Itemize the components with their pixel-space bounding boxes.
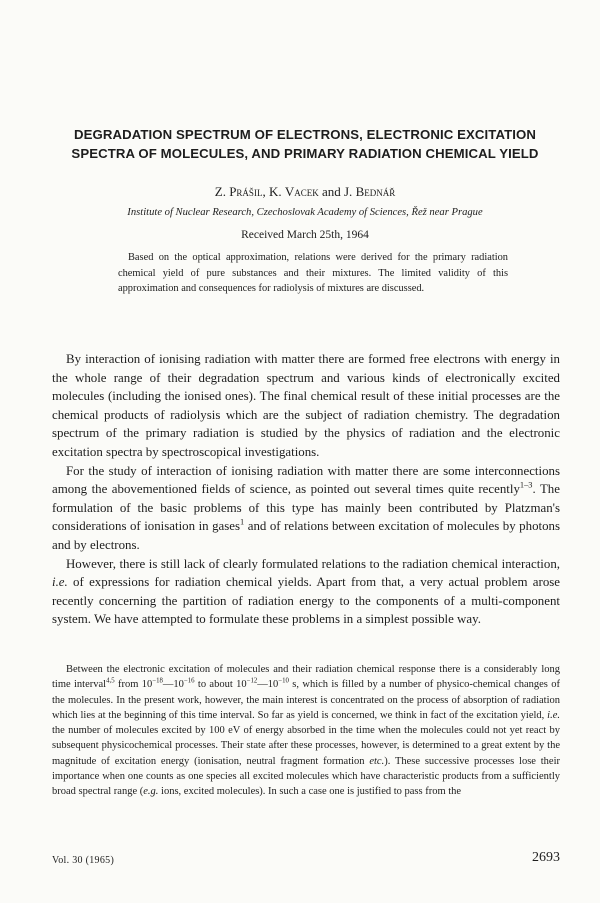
paragraph-4: Between the electronic excitation of molecules and their radiation chemical response there is a considerably long time interval$^{4,5}$ from $10^{-18}—10^{-16}$ to about $10^{-12}—10^{-10}$ s, which is filled by a number of physico-chemical changes of the molecules. In the present work, however, the main interest is concentrated on the process of absorption of radiation which lies at the beginning of this time interval. So far as yield is concerned, we think in fact of the excitation yield, i.e. the number of molecules excited by 100 eV of energy absorbed in the time when the molecules could not yet react by subsequent physicochemical processes. Their state after these processes, however, is determined to a great extent by the magnitude of excitation energy (ionisation, neutral fragment formation etc.). These successive processes lose their importance when one counts as one species all excited molecules which have characteristic products from a sufficiently broad spectral range (e.g. ions, excited molecules). In such a case one is justified to pass from the [52, 664, 560, 798]
article-title [40, 125, 570, 163]
author-and: and [321, 184, 341, 199]
title-line-2: SPECTRA OF MOLECULES, AND PRIMARY RADIATION CHEMICAL YIELD [71, 146, 539, 161]
author-1-name: Prášil [229, 184, 263, 199]
title-line-1: DEGRADATION SPECTRUM OF ELECTRONS, ELECTRONIC EXCITATION [73, 127, 537, 142]
reference-superscript: 1–3 [519, 480, 533, 490]
abstract: Based on the optical approximation, relations were derived for the primary radiation chemical yield of pure substances and their mixtures. The limited validity of this approximation and consequences for radiolysis of mixtures are discussed. [118, 252, 508, 294]
reference-superscript: 4,5 [106, 677, 115, 685]
small-print-text [52, 662, 560, 800]
affiliation: Institute of Nuclear Research, Czechoslovak Academy of Sciences, Řež near Prague [127, 207, 483, 218]
paragraph-2: For the study of interaction of ionising radiation with matter there are some interconnections among the abovementioned fields of science, as pointed out several times quite recently$^{1-3}$. The formulation of the basic problems of this type has mainly been contributed by Platzman's considerations of ionisation in gases$^1$ and of relations between excitation of molecules by photons and by electrons. [52, 463, 560, 552]
author-1-initial: Z. [214, 184, 226, 199]
author-separator: , [262, 184, 266, 199]
volume-info: Vol. 30 (1965) [52, 855, 115, 866]
main-text [52, 350, 560, 629]
page-number: 2693 [532, 850, 560, 865]
paragraph-1: By interaction of ionising radiation with matter there are formed free electrons with energy in the whole range of their degradation spectrum and various kinds of electronically excited molecules (including the ionised ones). The final chemical result of these initial processes are the chemical products of radiolysis which are the subject of radiation chemistry. The degradation spectrum of the primary radiation is studied by the physics of radiation and the electronic excitation spectra by spectroscopical investigations. [52, 352, 560, 459]
received-date: Received March 25th, 1964 [241, 229, 369, 241]
author-list [40, 184, 570, 200]
author-3-initial: J. [344, 184, 353, 199]
author-2-initial: K. [268, 184, 282, 199]
author-3-name: Bednář [355, 184, 396, 199]
paragraph-3: However, there is still lack of clearly formulated relations to the radiation chemical interaction, i.e. of expressions for radiation chemical yields. Apart from that, a very actual problem arose recently concerning the partition of radiation energy to the components of a multi-component system. We have attempted to formulate these problems in a simplest possible way. [52, 556, 560, 627]
author-2-name: Vacek [284, 184, 319, 199]
reference-superscript: 1 [240, 518, 245, 528]
